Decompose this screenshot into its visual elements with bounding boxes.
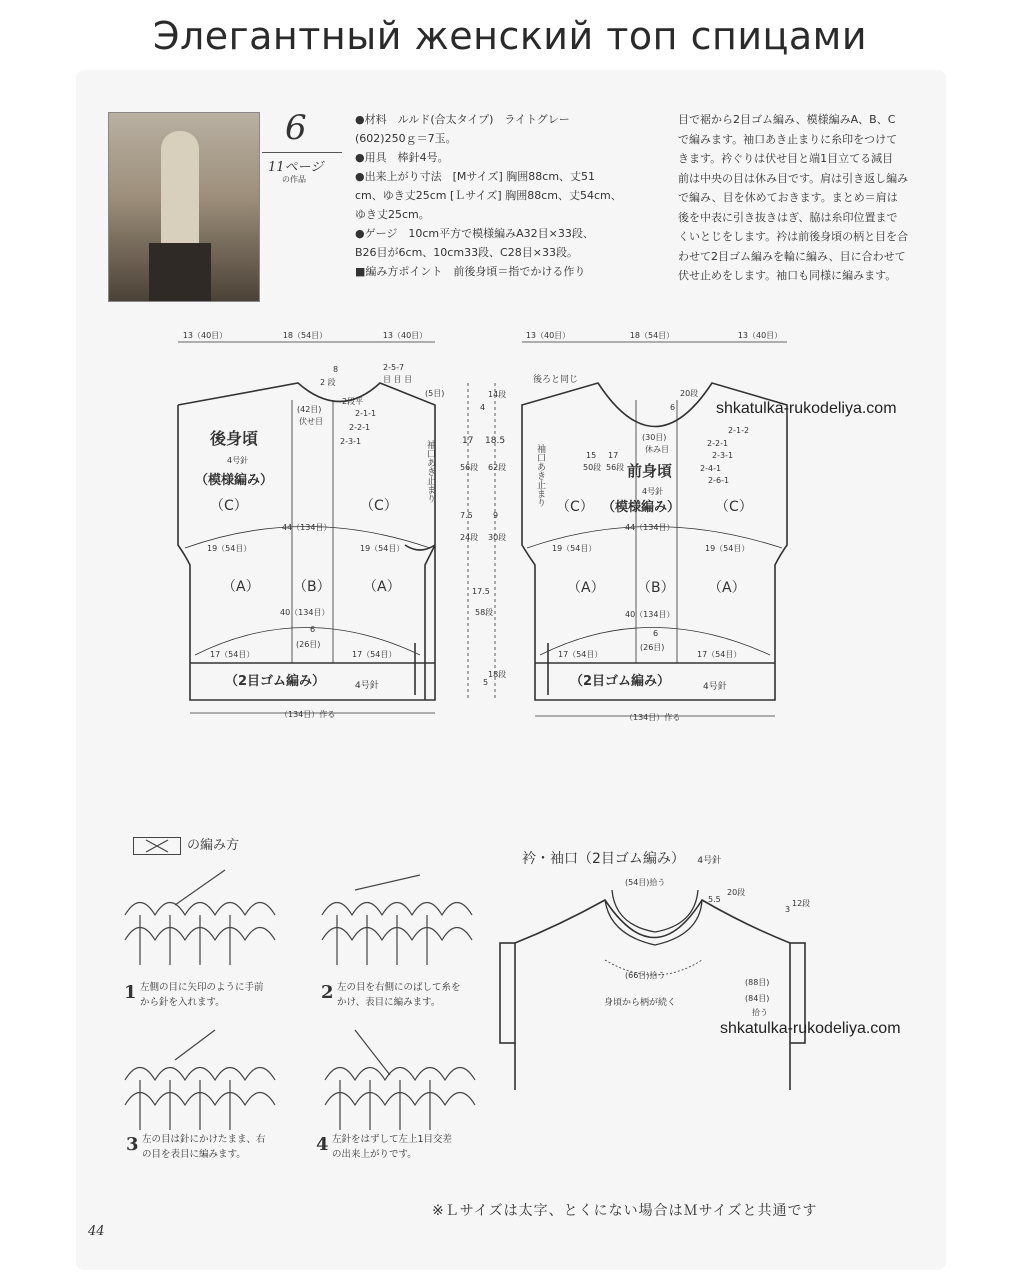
side-dim-4: 4 xyxy=(480,403,486,412)
back-neck-depth: 2 段 xyxy=(320,378,336,387)
collar-title-row xyxy=(522,848,721,868)
needle-1 xyxy=(175,870,225,905)
needle-3 xyxy=(175,1030,215,1060)
back-panel-right-side xyxy=(425,545,435,700)
spec-line: ■編み方ポイント 前後身頃＝指でかける作り xyxy=(355,265,586,278)
step-number-4: 4 xyxy=(316,1134,329,1155)
front-ribbing-label: （2目ゴム編み） xyxy=(570,674,671,689)
front-section-a-left: （A） xyxy=(567,580,605,596)
front-bottom-label: （134目）作る xyxy=(625,713,681,722)
back-width-19-right: 19（54目） xyxy=(360,544,405,553)
needle-2 xyxy=(355,875,420,890)
back-neck-dec-3: 2-3-1 xyxy=(340,437,362,446)
step-text-line: 左側の目に矢印のように手前 xyxy=(140,982,264,993)
cuff-stitches-pickup: 拾う xyxy=(752,1008,768,1017)
back-neck-dec-0: 2段平 xyxy=(342,397,364,406)
back-neck-depth2: 8 xyxy=(333,365,339,374)
back-width-40: 40（134目） xyxy=(280,608,330,617)
collar-continue-text: 身頃から柄が続く xyxy=(604,998,677,1008)
step-text-line: の出来上がりです。 xyxy=(332,1149,417,1160)
step-text-line: の目を表目に編みます。 xyxy=(142,1149,246,1160)
back-top-dim-right: 13（40目） xyxy=(382,331,428,340)
instruction-line: で編みます。袖口あき止まりに糸印をつけて xyxy=(678,132,898,146)
spec-line: ゆき丈25cm。 xyxy=(355,208,430,221)
back-top-dim-label: 18（54目） xyxy=(282,331,328,340)
back-section-b: （B） xyxy=(293,579,331,595)
step-text-1 xyxy=(140,980,264,1010)
back-top-dim-left: 13（40目） xyxy=(182,331,228,340)
collar-body-outline xyxy=(515,900,790,943)
back-panel-pattern: （模様編み） xyxy=(195,473,274,488)
side-dim-17-5: 17.5 xyxy=(472,587,490,596)
spec-line: B26目が6cm、10cm33段、C28目×33段。 xyxy=(355,246,578,259)
side-dim-14: 14段 xyxy=(488,390,507,399)
howto-title: の編み方 xyxy=(187,838,240,853)
front-top-dim-center: 18（54目） xyxy=(629,331,675,340)
front-center-rest: (30目) xyxy=(642,433,667,442)
instruction-line: きます。衿ぐりは伏せ目と端1目立てる減目 xyxy=(678,152,894,165)
front-same-as-back: 後ろと同じ xyxy=(533,375,579,385)
step-text-2 xyxy=(337,980,461,1010)
spec-line: ●用具 棒針4号。 xyxy=(355,151,449,164)
back-center-rest2: 伏せ目 xyxy=(299,417,323,426)
size-note: ※Ｌサイズは太字、とくにない場合はＭサイズと共通です xyxy=(432,1203,818,1219)
step-number-2: 2 xyxy=(321,982,334,1003)
step-number-1: 1 xyxy=(124,982,137,1003)
pattern-number: 6 xyxy=(285,108,307,148)
watermark-top: shkatulka-rukodeliya.com xyxy=(716,400,897,417)
watermark-bottom: shkatulka-rukodeliya.com xyxy=(720,1020,901,1037)
instruction-line: 伏せ止めをします。袖口も同様に編みます。 xyxy=(678,269,897,282)
collar-pickup-bottom: (66目)拾う xyxy=(625,971,666,980)
stitch-illus-3 xyxy=(125,1068,275,1131)
front-section-c-left: （C） xyxy=(556,499,594,515)
instruction-line: 目で裾から2目ゴム編み、模様編みA、B、C xyxy=(678,113,896,126)
back-ribbing-needle: 4号針 xyxy=(355,681,379,691)
page-reference: 11ページ xyxy=(268,160,324,175)
front-ribbing-needle: 4号針 xyxy=(703,682,727,692)
back-section-c-right: （C） xyxy=(360,498,398,514)
front-panel-needle: 4号針 xyxy=(642,487,664,496)
cuff-stitches-84: (84目) xyxy=(745,994,770,1003)
front-panel-label: 前身頃 xyxy=(627,462,673,480)
collar-needle: 4号針 xyxy=(697,856,722,866)
step-text-4 xyxy=(332,1132,452,1162)
side-dim-17: 17 xyxy=(462,436,474,446)
stitch-illus-1 xyxy=(125,903,275,966)
back-section-a-right: （A） xyxy=(363,579,401,595)
side-dim-7-5: 7.5 xyxy=(460,511,473,520)
collar-title: 衿・袖口（2目ゴム編み） xyxy=(522,851,685,867)
cuff-stitches-88: (88目) xyxy=(745,978,770,987)
back-panel-label: 後身頃 xyxy=(210,429,259,448)
front-width-17-left: 17（54目） xyxy=(558,650,603,659)
instruction-line: わせて2目ゴム編みを輪に編み、目に合わせて xyxy=(678,249,906,263)
front-width-40: 40（134目） xyxy=(625,610,675,619)
front-neck-depth2: 6 xyxy=(670,403,676,412)
front-neck-dec-3: 2-4-1 xyxy=(700,464,722,473)
step-text-line: から針を入れます。 xyxy=(140,997,225,1008)
front-dim-left-56: 56段 xyxy=(606,463,625,472)
back-panel-needle: 4号針 xyxy=(227,456,249,465)
back-neck-dec-1: 2-1-1 xyxy=(355,409,377,418)
back-neck-dec-2: 2-2-1 xyxy=(349,423,371,432)
front-dim-left-15: 15 xyxy=(586,451,597,460)
page-title: Элегантный женский топ спицами xyxy=(152,14,868,58)
front-neck-dec-1: 2-2-1 xyxy=(707,439,729,448)
side-dim-58: 58段 xyxy=(475,608,494,617)
back-shoulder-rows: 2-5-7 xyxy=(383,363,405,372)
side-dim-30: 30段 xyxy=(488,533,507,542)
back-bottom-label: （134目）作る xyxy=(280,710,336,719)
page-number: 44 xyxy=(88,1224,105,1239)
collar-pickup-top: (54目)拾う xyxy=(625,878,666,887)
back-width-19-left: 19（54目） xyxy=(207,544,252,553)
back-section-c-left: （C） xyxy=(210,498,248,514)
step-text-line: 左の目を右側にのばして糸を xyxy=(337,982,461,993)
front-width-19-left: 19（54目） xyxy=(552,544,597,553)
page-reference-sub: の作品 xyxy=(282,175,306,184)
spec-line: (602)250ｇ＝7玉。 xyxy=(355,132,457,145)
side-dim-9: 9 xyxy=(493,511,499,520)
front-section-b: （B） xyxy=(637,580,675,596)
side-dim-56: 56段 xyxy=(460,463,479,472)
howto-title-row xyxy=(133,834,239,855)
step-text-line: 左針をはずして左上1目交差 xyxy=(332,1134,453,1145)
front-panel-pattern: （模様編み） xyxy=(602,500,681,515)
step-text-line: 左の目は針にかけたまま、右 xyxy=(142,1134,266,1145)
left-cuff-band xyxy=(500,943,515,1043)
back-ribbing-label: （2目ゴム編み） xyxy=(225,674,326,689)
back-shoulder-rows2: 目 目 目 xyxy=(383,375,413,384)
front-width-19-right: 19（54目） xyxy=(705,544,750,553)
instruction-line: くいとじをします。衿は前後身頃の柄と目を合 xyxy=(678,230,909,243)
back-width-6b: (26目) xyxy=(296,640,321,649)
front-neck-depth: 20段 xyxy=(680,389,699,398)
instruction-line: で編み、目を休めておきます。まとめ＝肩は xyxy=(678,191,898,204)
front-width-17-right: 17（54目） xyxy=(697,650,742,659)
instruction-line: 前は中央の目は休み目です。肩は引き返し編み xyxy=(678,171,909,185)
front-width-6b: (26目) xyxy=(640,643,665,652)
back-width-17-left: 17（54目） xyxy=(210,650,255,659)
side-dim-18: 18段 xyxy=(488,670,507,679)
front-neck-dec-0: 2-1-2 xyxy=(728,426,750,435)
cross-stitch-symbol-icon xyxy=(133,837,181,855)
side-dim-62: 62段 xyxy=(488,463,507,472)
front-top-dim-right: 13（40目） xyxy=(737,331,783,340)
back-width-44: 44（134目） xyxy=(282,523,332,532)
front-armhole-mark: 袖口あき止まり xyxy=(535,444,545,507)
back-armhole-mark: 袖口あき止まり xyxy=(425,440,435,503)
front-width-6: 6 xyxy=(653,629,659,638)
front-dim-left-17: 17 xyxy=(608,451,619,460)
front-dim-left-50: 50段 xyxy=(583,463,602,472)
spec-line: cm、ゆき丈25cm [Ｌサイズ] 胸囲88cm、丈54cm、 xyxy=(355,189,622,202)
stitch-illus-4 xyxy=(325,1068,475,1131)
side-dim-18-5: 18.5 xyxy=(485,436,506,446)
collar-depth-rows: 20段 xyxy=(727,888,746,897)
spec-line: ●ゲージ 10cm平方で模様編みA32目×33段、 xyxy=(355,227,594,240)
front-neck-dec-2: 2-3-1 xyxy=(712,451,734,460)
front-neck-dec-4: 2-6-1 xyxy=(708,476,730,485)
cuff-depth: 3 xyxy=(785,905,791,914)
step-text-3 xyxy=(142,1132,266,1162)
side-dim-5: 5 xyxy=(483,678,489,687)
side-dim-24: 24段 xyxy=(460,533,479,542)
collar-ribbing-inner xyxy=(612,890,698,932)
back-width-6: 6 xyxy=(310,625,316,634)
back-shoulder-steps: (5目) xyxy=(425,389,445,398)
collar-depth: 5.5 xyxy=(708,895,721,904)
spec-line: ●出来上がり寸法 [Mサイズ] 胸囲88cm、丈51 xyxy=(355,170,596,183)
cuff-rows: 12段 xyxy=(792,899,811,908)
front-width-44: 44（134目） xyxy=(625,523,675,532)
back-center-rest: (42目) xyxy=(297,405,322,414)
back-width-17-right: 17（54目） xyxy=(352,650,397,659)
spec-line: ●材料 ルルド(合太タイプ) ライトグレー xyxy=(355,113,570,126)
front-top-dim-left: 13（40目） xyxy=(525,331,571,340)
step-text-line: かけ、表目に編みます。 xyxy=(337,997,441,1008)
stitch-illus-2 xyxy=(322,903,472,966)
back-section-a-left: （A） xyxy=(222,579,260,595)
front-section-a-right: （A） xyxy=(708,580,746,596)
instruction-line: 後を中表に引き抜きはぎ、脇は糸印位置まで xyxy=(678,210,898,224)
front-section-c-right: （C） xyxy=(715,499,753,515)
front-center-rest2: 休み目 xyxy=(645,445,669,454)
step-number-3: 3 xyxy=(126,1134,139,1155)
